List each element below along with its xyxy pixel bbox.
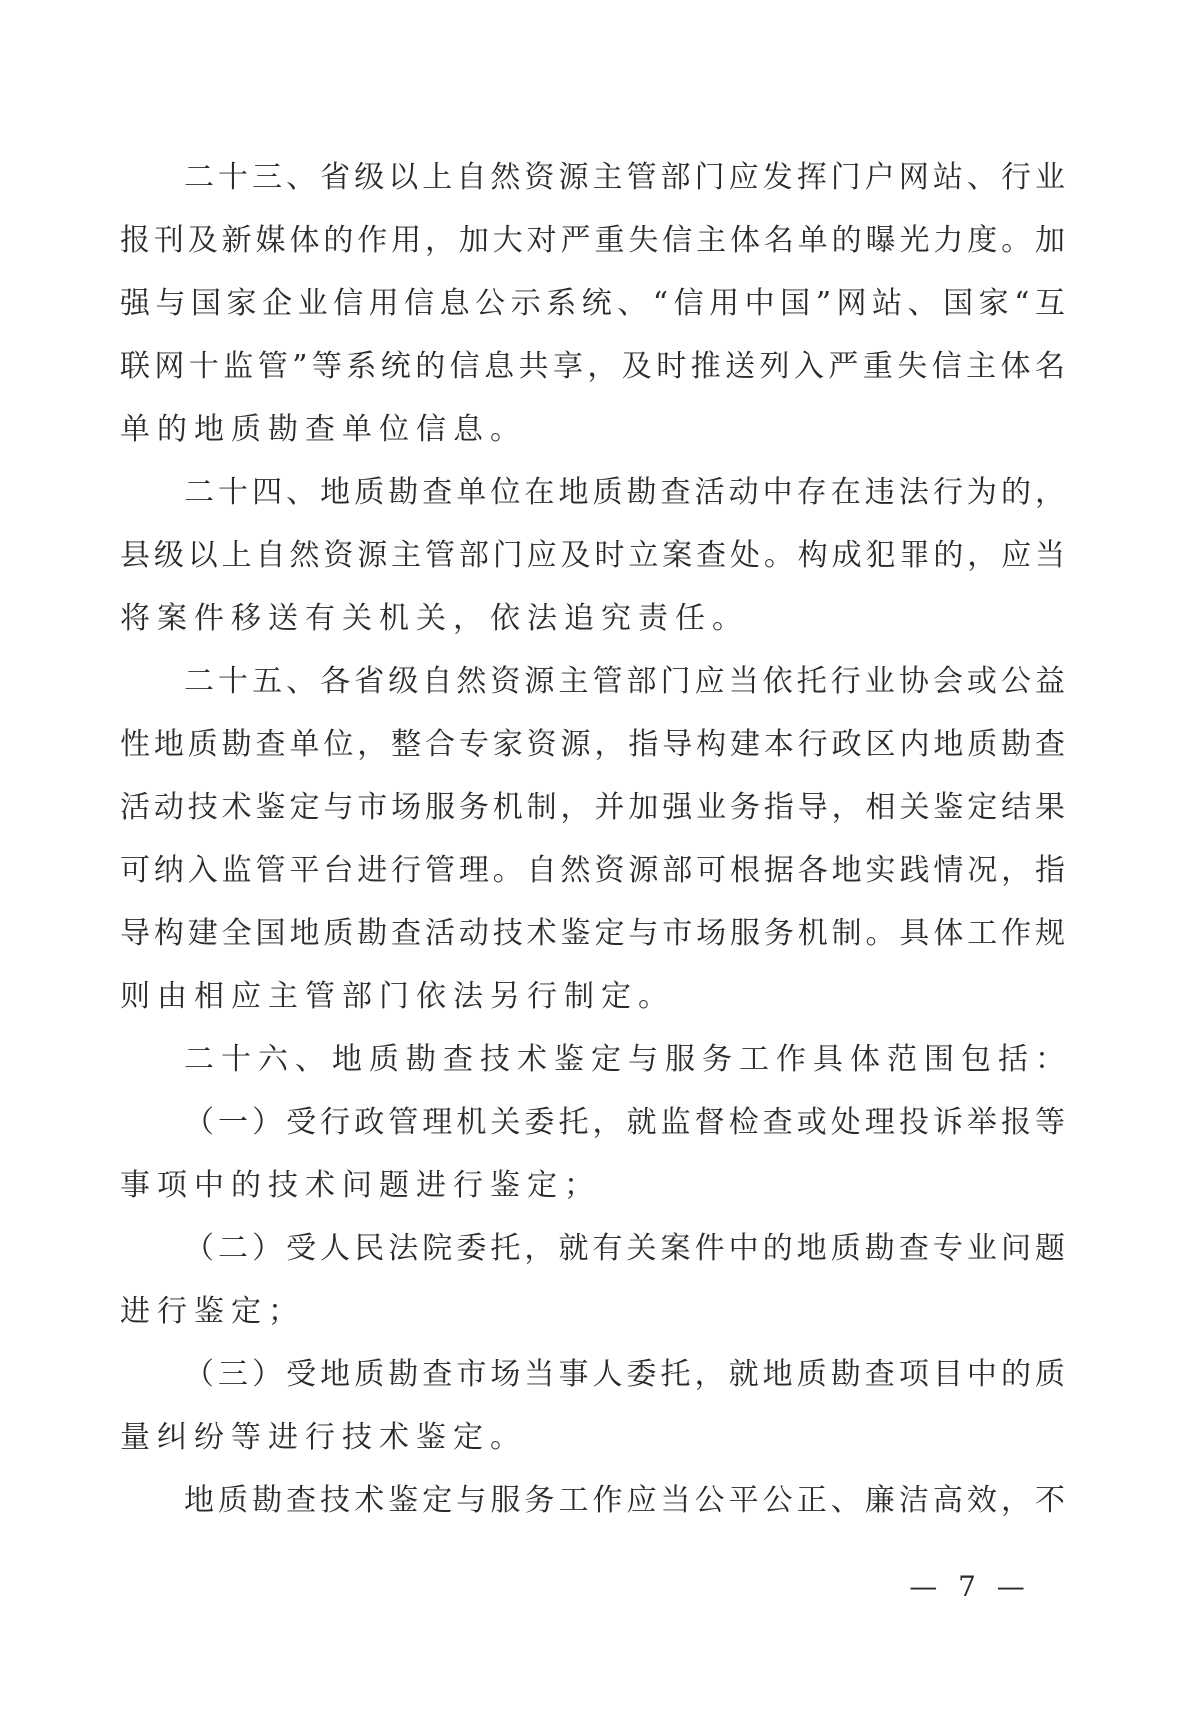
- page-number: — 7 —: [909, 1570, 1031, 1603]
- text-line: 性地质勘查单位，整合专家资源，指导构建本行政区内地质勘查: [120, 727, 1065, 762]
- paragraph-26: [120, 1028, 1072, 1091]
- body-text: [120, 146, 1072, 1532]
- text-line: 导构建全国地质勘查活动技术鉴定与市场服务机制。具体工作规: [120, 916, 1065, 951]
- text-line: （一）受行政管理机关委托，就监督检查或处理投诉举报等: [184, 1105, 1065, 1140]
- item-1: [120, 1091, 1065, 1217]
- text-line: 联网十监管”等系统的信息共享，及时推送列入严重失信主体名: [120, 349, 1065, 384]
- item-2: [120, 1217, 1065, 1343]
- item-3: [120, 1343, 1065, 1469]
- text-line: 报刊及新媒体的作用，加大对严重失信主体名单的曝光力度。加: [120, 223, 1065, 258]
- text-line: 进行鉴定；: [120, 1294, 305, 1329]
- text-line: 强与国家企业信用信息公示系统、“信用中国”网站、国家“互: [120, 286, 1065, 321]
- paragraph-25: [120, 650, 1065, 1028]
- paragraph-continuing: [120, 1469, 1065, 1532]
- text-line: 活动技术鉴定与市场服务机制，并加强业务指导，相关鉴定结果: [120, 790, 1065, 825]
- text-line: 二十五、各省级自然资源主管部门应当依托行业协会或公益: [184, 664, 1065, 699]
- text-line: 则由相应主管部门依法另行制定。: [120, 979, 675, 1014]
- text-line: 事项中的技术问题进行鉴定；: [120, 1168, 601, 1203]
- text-line: 将案件移送有关机关，依法追究责任。: [120, 601, 749, 636]
- paragraph-24: [120, 461, 1065, 650]
- text-line: 二十三、省级以上自然资源主管部门应发挥门户网站、行业: [184, 160, 1065, 195]
- text-line: 地质勘查技术鉴定与服务工作应当公平公正、廉洁高效，不: [184, 1483, 1065, 1518]
- text-line: （二）受人民法院委托，就有关案件中的地质勘查专业问题: [184, 1231, 1065, 1266]
- text-line: 可纳入监管平台进行管理。自然资源部可根据各地实践情况，指: [120, 853, 1065, 888]
- text-line: 二十六、地质勘查技术鉴定与服务工作具体范围包括：: [184, 1042, 1072, 1077]
- text-line: 单的地质勘查单位信息。: [120, 412, 527, 447]
- text-line: 县级以上自然资源主管部门应及时立案查处。构成犯罪的，应当: [120, 538, 1065, 573]
- paragraph-23: [120, 146, 1065, 461]
- text-line: 二十四、地质勘查单位在地质勘查活动中存在违法行为的，: [184, 475, 1065, 510]
- text-line: 量纠纷等进行技术鉴定。: [120, 1420, 527, 1455]
- text-line: （三）受地质勘查市场当事人委托，就地质勘查项目中的质: [184, 1357, 1065, 1392]
